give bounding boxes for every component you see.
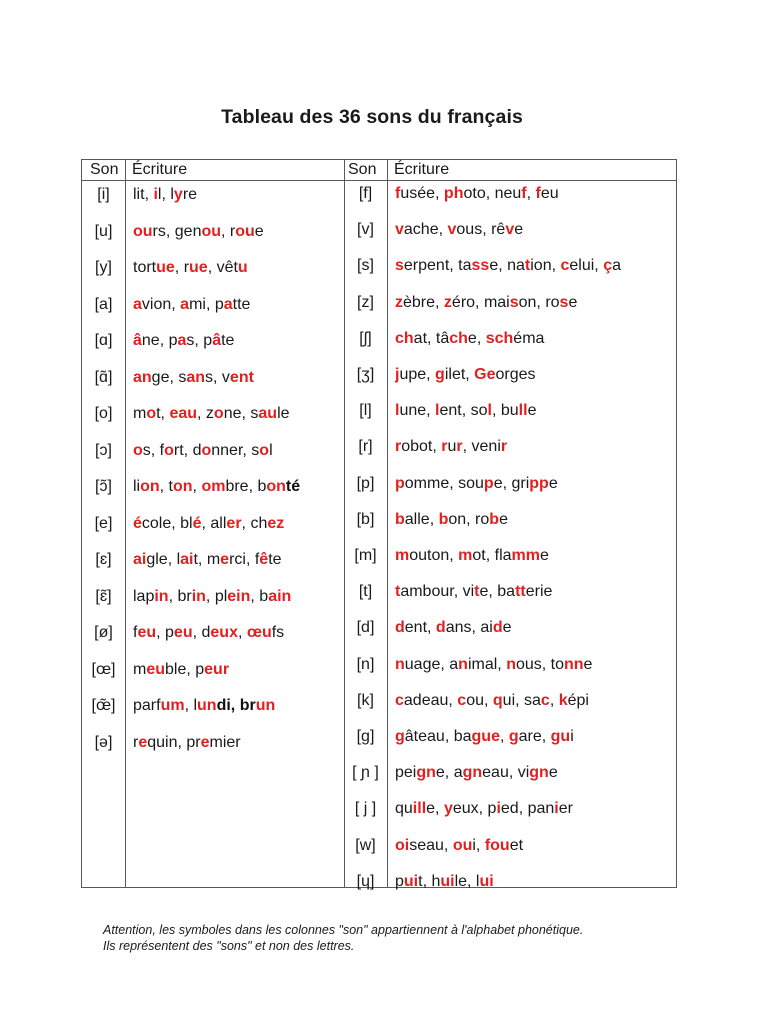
header-son-left: Son <box>90 161 119 178</box>
example-words: zèbre, zéro, maison, rose <box>395 293 578 311</box>
example-words: robot, rur, venir <box>395 438 508 456</box>
phoneme-symbol: [ʃ] <box>359 329 372 347</box>
phoneme-symbol: [i] <box>97 186 110 203</box>
phoneme-symbol: [ɔ] <box>95 441 112 459</box>
example-words: lion, ton, ombre, bonté <box>133 478 301 495</box>
example-words: lit, il, lyre <box>133 186 198 203</box>
footnote-line-2: Ils représentent des "sons" et non des lettres. <box>103 939 355 953</box>
phoneme-symbol: [e] <box>94 514 113 532</box>
phoneme-symbol: [m] <box>354 547 377 564</box>
example-words: fusée, photo, neuf, feu <box>395 185 559 202</box>
phoneme-symbol: [o] <box>94 405 113 422</box>
phoneme-symbol: [y] <box>95 259 112 276</box>
phoneme-symbol: [p] <box>356 474 375 492</box>
example-words: lapin, brin, plein, bain <box>133 587 292 605</box>
phoneme-symbol: [n] <box>356 655 375 673</box>
example-words: feu, peu, deux, œufs <box>133 624 285 641</box>
phoneme-symbol: [ɛ̃] <box>95 587 112 605</box>
phoneme-symbol: [ ɲ ] <box>352 764 379 782</box>
example-words: ange, sans, vent <box>133 368 254 386</box>
example-words: école, blé, aller, chez <box>133 514 285 532</box>
example-words: quille, yeux, pied, panier <box>395 800 573 818</box>
example-words: os, fort, donner, sol <box>133 441 273 459</box>
phoneme-symbol: [ j ] <box>354 800 377 818</box>
header-son-right: Son <box>348 161 377 178</box>
example-words: aigle, lait, merci, fête <box>133 551 282 568</box>
example-words: tortue, rue, vêtu <box>133 259 248 276</box>
phoneme-symbol: [k] <box>357 691 374 709</box>
phoneme-symbol: [ɑ̃] <box>94 368 113 386</box>
header-ecriture-left: Écriture <box>132 161 188 178</box>
example-words: chat, tâche, schéma <box>395 329 545 347</box>
phoneme-symbol: [f] <box>358 185 373 202</box>
column-divider <box>125 160 126 887</box>
example-words: meuble, peur <box>133 660 230 678</box>
phoneme-symbol: [ə] <box>94 733 113 751</box>
phoneme-symbol: [z] <box>357 293 374 311</box>
phoneme-symbol: [s] <box>357 257 374 275</box>
example-words: tambour, vite, batterie <box>395 583 553 601</box>
phoneme-symbol: [b] <box>356 510 375 528</box>
example-words: peigne, agneau, vigne <box>395 764 558 782</box>
example-words: âne, pas, pâte <box>133 332 235 349</box>
example-words: gâteau, bague, gare, gui <box>395 728 574 745</box>
sounds-table <box>81 159 677 888</box>
example-words: oiseau, oui, fouet <box>395 836 524 854</box>
phoneme-symbol: [ø] <box>94 624 113 641</box>
footnote-line-1: Attention, les symboles dans les colonnes "son" appartiennent à l'alphabet phonétique. <box>103 923 584 937</box>
example-words: dent, dans, aide <box>395 619 512 637</box>
phoneme-symbol: [r] <box>358 438 373 456</box>
phoneme-symbol: [u] <box>94 222 113 240</box>
footnote <box>103 922 703 954</box>
phoneme-symbol: [œ] <box>91 660 116 678</box>
example-words: jupe, gilet, Georges <box>395 366 536 383</box>
page-title: Tableau des 36 sons du français <box>221 106 523 128</box>
phoneme-symbol: [œ̃] <box>91 697 116 714</box>
example-words: requin, premier <box>133 733 241 751</box>
phoneme-symbol: [ɑ] <box>94 332 113 349</box>
example-words: puit, huile, lui <box>395 872 494 890</box>
phoneme-symbol: [ʒ] <box>356 366 375 383</box>
example-words: balle, bon, robe <box>395 510 508 528</box>
column-divider <box>387 160 388 887</box>
example-words: parfum, lundi, brun <box>133 697 276 714</box>
phoneme-symbol: [g] <box>356 728 375 745</box>
phoneme-symbol: [ɥ] <box>356 872 375 890</box>
example-words: ours, genou, roue <box>133 222 264 240</box>
phoneme-symbol: [v] <box>357 221 374 239</box>
header-divider <box>82 180 676 181</box>
phoneme-symbol: [w] <box>355 836 376 854</box>
example-words: cadeau, cou, qui, sac, képi <box>395 691 589 709</box>
example-words: serpent, tasse, nation, celui, ça <box>395 257 621 275</box>
example-words: avion, ami, patte <box>133 295 251 313</box>
example-words: mouton, mot, flamme <box>395 547 549 564</box>
phoneme-symbol: [ɔ̃] <box>95 478 112 495</box>
example-words: pomme, soupe, grippe <box>395 474 558 492</box>
phoneme-symbol: [a] <box>94 295 113 313</box>
example-words: lune, lent, sol, bulle <box>395 402 537 420</box>
phoneme-symbol: [ɛ] <box>95 551 112 568</box>
example-words: vache, vous, rêve <box>395 221 524 239</box>
header-ecriture-right: Écriture <box>394 161 450 178</box>
phoneme-symbol: [l] <box>359 402 372 420</box>
example-words: nuage, animal, nous, tonne <box>395 655 593 673</box>
example-words: mot, eau, zone, saule <box>133 405 290 422</box>
phoneme-symbol: [d] <box>356 619 375 637</box>
phoneme-symbol: [t] <box>358 583 373 601</box>
